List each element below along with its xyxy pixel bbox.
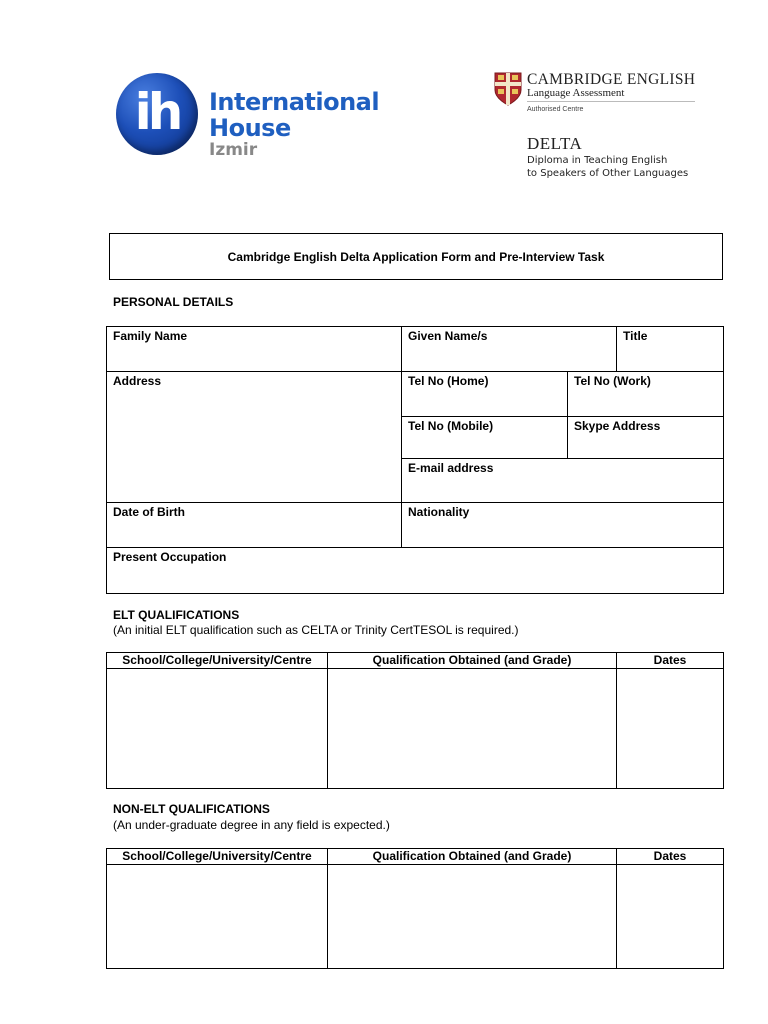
tel-mobile-field[interactable] xyxy=(401,416,568,459)
nationality-field[interactable] xyxy=(401,502,724,548)
elt-note: (An initial ELT qualification such as CELTA or Trinity CertTESOL is required.) xyxy=(113,623,519,637)
tel-home-field[interactable] xyxy=(401,371,568,417)
title-field[interactable] xyxy=(616,326,724,372)
ih-name-line2: House xyxy=(209,114,291,142)
non-elt-qualification-cell[interactable] xyxy=(327,864,617,969)
address-field[interactable] xyxy=(106,371,402,503)
non-elt-note: (An under-graduate degree in any field is expected.) xyxy=(113,818,390,832)
elt-col-dates: Dates xyxy=(616,652,724,669)
cambridge-divider xyxy=(527,101,695,102)
dob-label: Date of Birth xyxy=(113,505,185,519)
non-elt-col-dates: Dates xyxy=(616,848,724,865)
ih-name-line1: International xyxy=(209,88,380,116)
email-label: E-mail address xyxy=(408,461,494,475)
title-label: Title xyxy=(623,329,648,343)
family-name-field[interactable] xyxy=(106,326,402,372)
elt-col-school: School/College/University/Centre xyxy=(106,652,328,669)
given-names-field[interactable] xyxy=(401,326,617,372)
tel-home-label: Tel No (Home) xyxy=(408,374,489,388)
cambridge-authorised: Authorised Centre xyxy=(527,106,584,113)
non-elt-col-qualification: Qualification Obtained (and Grade) xyxy=(327,848,617,865)
family-name-label: Family Name xyxy=(113,329,188,343)
cambridge-subtitle: Language Assessment xyxy=(527,87,625,99)
ih-monogram: ih xyxy=(134,83,180,141)
form-title-box xyxy=(109,233,723,280)
international-house-logo xyxy=(116,73,380,163)
delta-description xyxy=(527,154,688,180)
cambridge-brand: CAMBRIDGE ENGLISH xyxy=(527,71,696,88)
non-elt-dates-cell[interactable] xyxy=(616,864,724,969)
tel-mobile-label: Tel No (Mobile) xyxy=(408,419,494,433)
occupation-label: Present Occupation xyxy=(113,550,227,564)
non-elt-heading: NON-ELT QUALIFICATIONS xyxy=(113,802,270,816)
delta-desc-line2: to Speakers of Other Languages xyxy=(527,168,689,179)
cambridge-shield-icon xyxy=(494,72,522,106)
elt-school-cell[interactable] xyxy=(106,668,328,789)
dob-field[interactable] xyxy=(106,502,402,548)
cambridge-english-logo xyxy=(492,70,702,198)
non-elt-col-school: School/College/University/Centre xyxy=(106,848,328,865)
given-names-label: Given Name/s xyxy=(408,329,488,343)
tel-work-field[interactable] xyxy=(567,371,724,417)
delta-desc-line1: Diploma in Teaching English xyxy=(527,155,668,166)
personal-details-heading: PERSONAL DETAILS xyxy=(113,295,234,309)
skype-field[interactable] xyxy=(567,416,724,459)
elt-col-qualification: Qualification Obtained (and Grade) xyxy=(327,652,617,669)
occupation-field[interactable] xyxy=(106,547,724,594)
non-elt-school-cell[interactable] xyxy=(106,864,328,969)
delta-heading: DELTA xyxy=(527,134,583,153)
skype-label: Skype Address xyxy=(574,419,661,433)
elt-qualification-cell[interactable] xyxy=(327,668,617,789)
email-field[interactable] xyxy=(401,458,724,503)
nationality-label: Nationality xyxy=(408,505,470,519)
ih-city: Izmir xyxy=(209,140,258,160)
form-title: Cambridge English Delta Application Form and Pre-Interview Task xyxy=(227,249,605,264)
tel-work-label: Tel No (Work) xyxy=(574,374,651,388)
elt-heading: ELT QUALIFICATIONS xyxy=(113,608,240,622)
address-label: Address xyxy=(113,374,162,388)
elt-dates-cell[interactable] xyxy=(616,668,724,789)
